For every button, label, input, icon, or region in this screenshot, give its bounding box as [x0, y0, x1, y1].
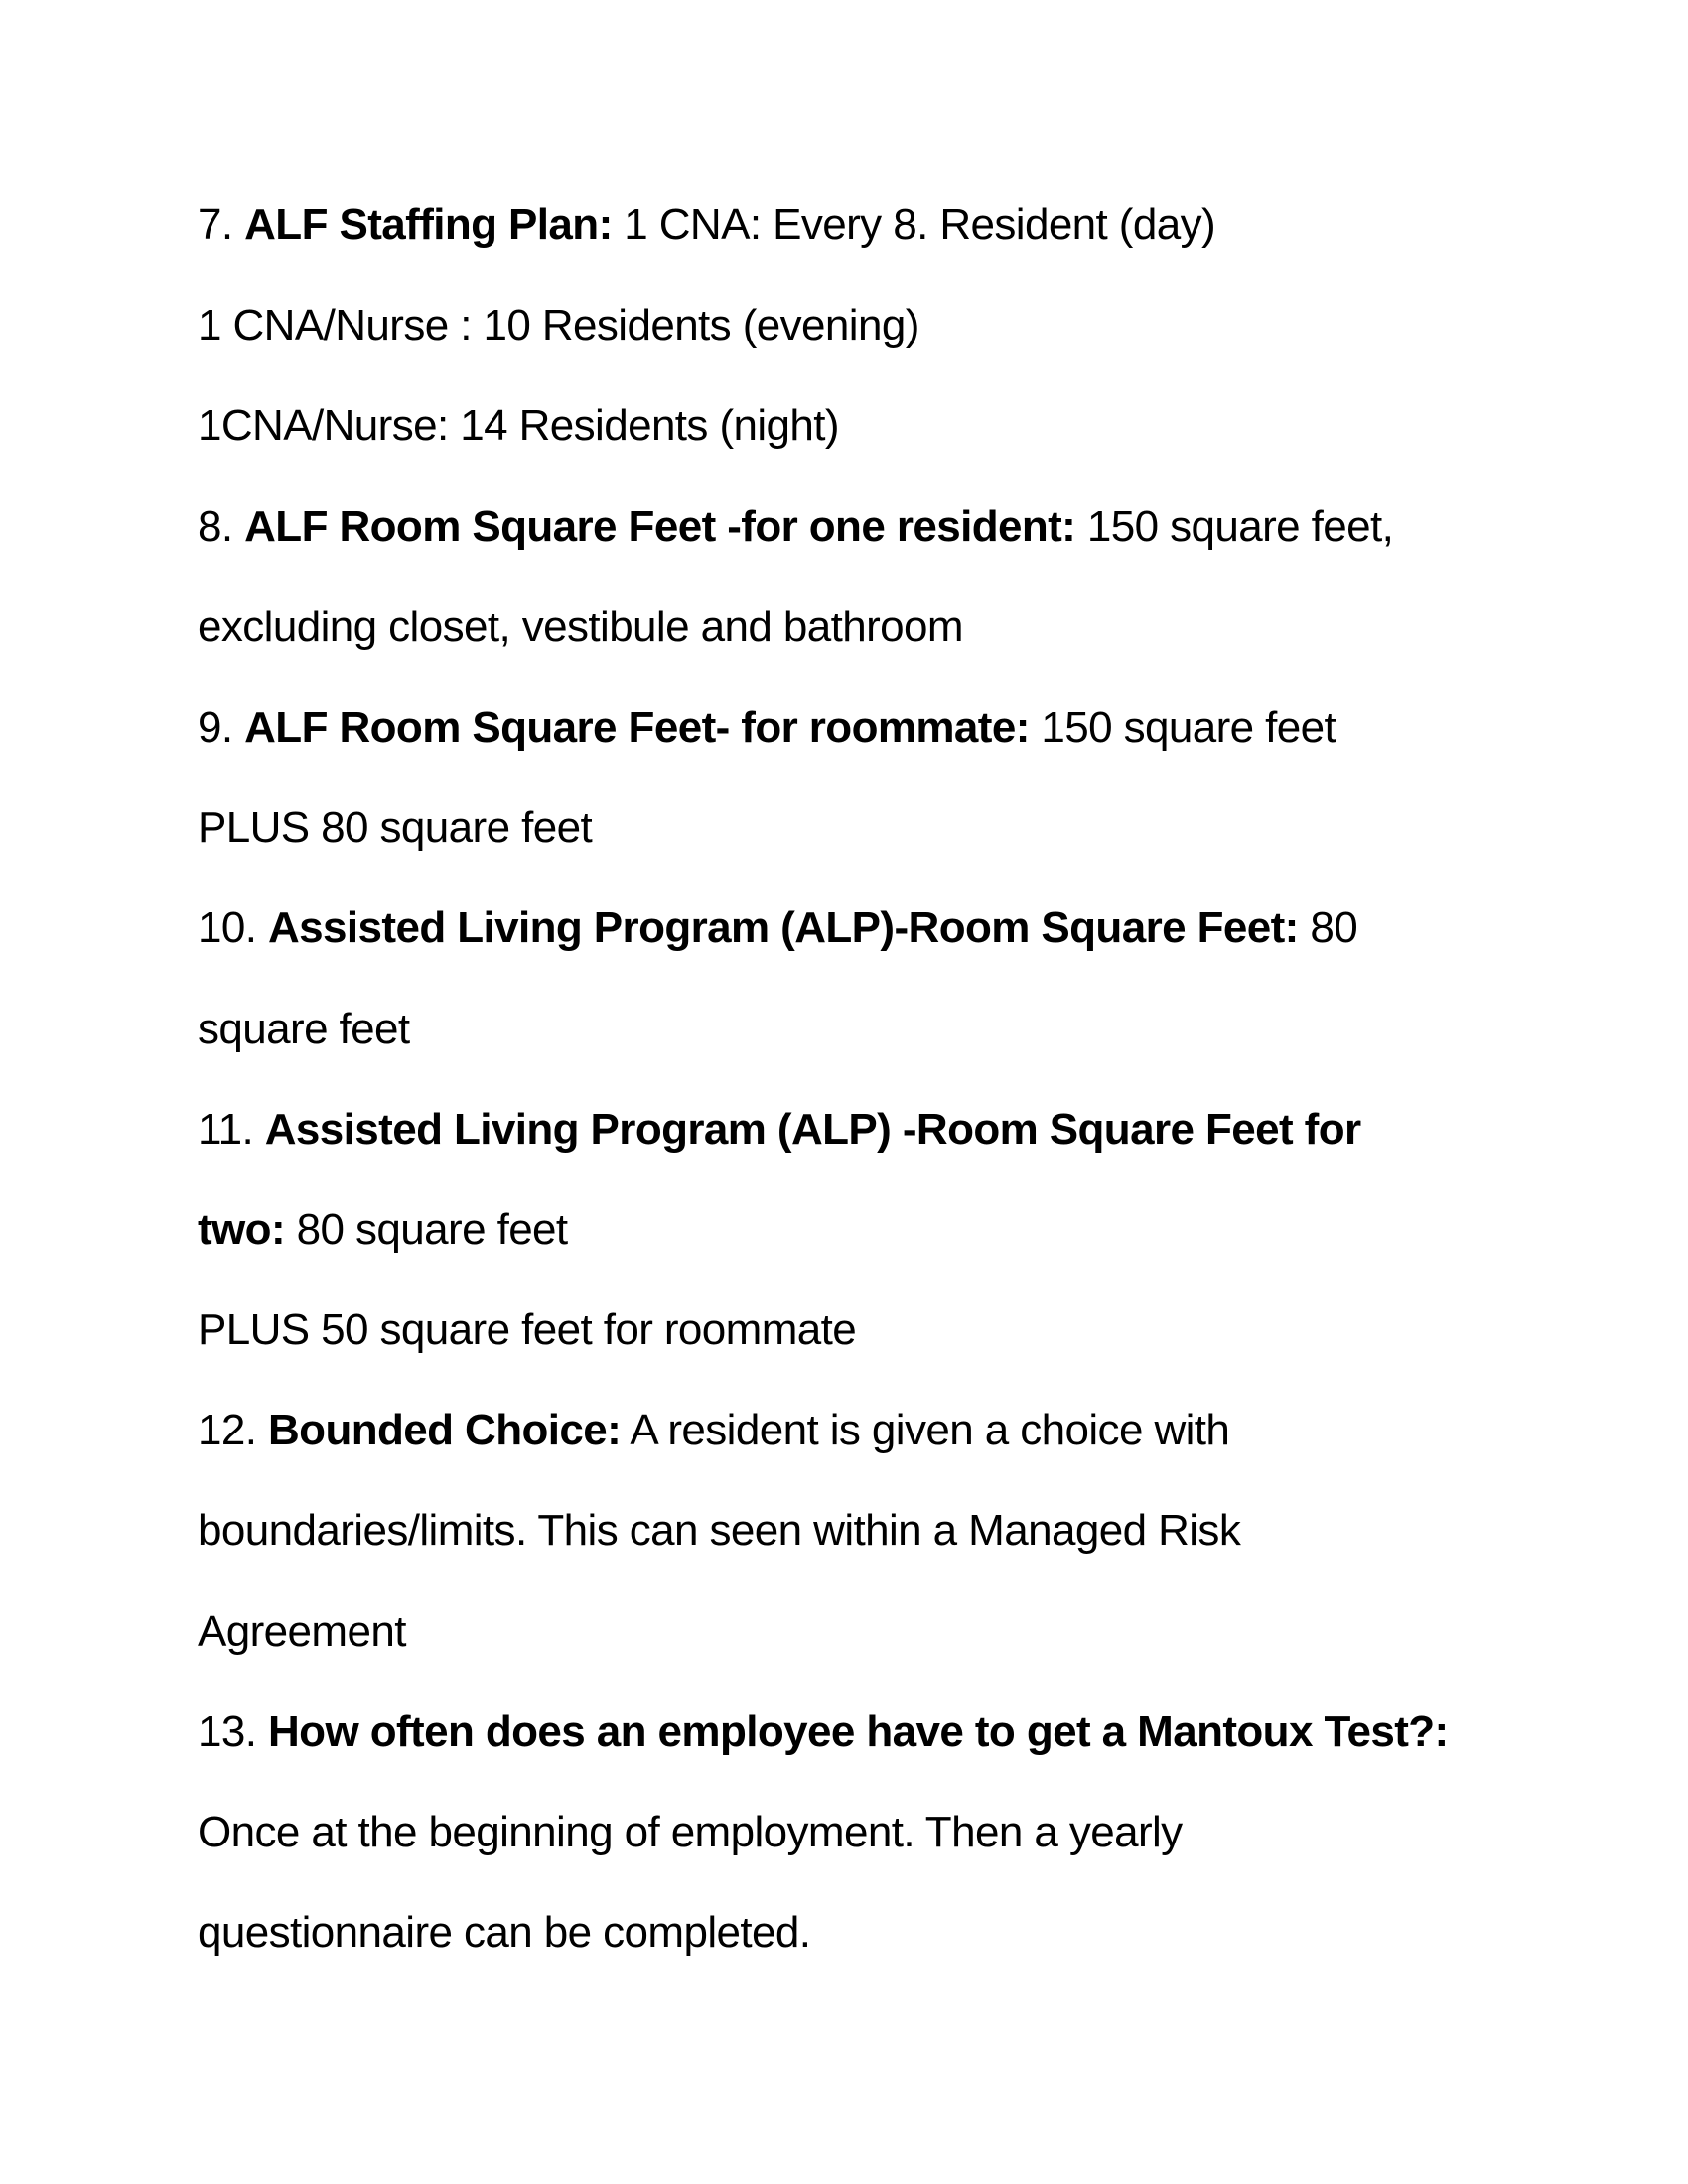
text-line [198, 1280, 1449, 1380]
text-line [198, 777, 1449, 878]
term-heading: Assisted Living Program (ALP)-Room Square Feet: [268, 903, 1299, 953]
body-text: 10. [198, 903, 268, 953]
body-text: 1 CNA/Nurse : 10 Residents (evening) [198, 301, 919, 350]
text-line [198, 878, 1449, 978]
body-text: 150 square feet [1029, 702, 1336, 751]
term-heading: Assisted Living Program (ALP) -Room Square Feet for [264, 1104, 1361, 1154]
text-line [198, 577, 1449, 677]
text-line [198, 677, 1449, 777]
text-line [198, 979, 1449, 1079]
text-line [198, 1480, 1449, 1580]
body-text: boundaries/limits. This can seen within a Managed Risk [198, 1506, 1241, 1556]
text-line [198, 275, 1449, 375]
text-line [198, 1079, 1449, 1179]
body-text: PLUS 50 square feet for roommate [198, 1305, 857, 1355]
list-item [198, 1380, 1449, 1682]
body-text: square feet [198, 1004, 410, 1053]
term-heading: ALF Room Square Feet- for roommate: [244, 702, 1030, 751]
list-item [198, 175, 1449, 477]
text-line [198, 175, 1449, 275]
list-item [198, 1682, 1449, 1983]
text-line [198, 1882, 1449, 1982]
body-text: 12. [198, 1406, 268, 1455]
term-heading: two: [198, 1204, 286, 1254]
body-text: 8. [198, 501, 245, 551]
body-text: 1 CNA: Every 8. Resident (day) [612, 201, 1216, 249]
term-heading: ALF Staffing Plan: [244, 201, 613, 249]
body-text: 7. [198, 201, 245, 249]
text-line [198, 1682, 1449, 1782]
body-text: 9. [198, 702, 245, 751]
body-text: 1CNA/Nurse: 14 Residents (night) [198, 401, 839, 451]
list-item [198, 477, 1449, 677]
list-item [198, 878, 1449, 1078]
list-item [198, 1079, 1449, 1381]
body-text: 80 [1298, 903, 1358, 953]
text-line [198, 1179, 1449, 1280]
body-text: PLUS 80 square feet [198, 803, 593, 853]
body-text: 13. [198, 1706, 268, 1756]
text-line [198, 1380, 1449, 1480]
body-text: Agreement [198, 1606, 406, 1656]
body-text: 150 square feet, [1075, 501, 1394, 551]
body-text: excluding closet, vestibule and bathroom [198, 602, 963, 651]
term-heading: How often does an employee have to get a Mantoux Test?: [268, 1706, 1449, 1756]
term-heading: Bounded Choice: [268, 1406, 622, 1455]
body-text: Once at the beginning of employment. Then a yearly [198, 1808, 1183, 1856]
body-text: 80 square feet [285, 1204, 568, 1254]
body-text: A resident is given a choice with [621, 1406, 1230, 1455]
text-line [198, 1782, 1449, 1882]
list-item [198, 677, 1449, 878]
text-line [198, 375, 1449, 476]
text-line [198, 477, 1449, 577]
body-text: questionnaire can be completed. [198, 1908, 811, 1958]
document-page [198, 175, 1449, 1982]
term-heading: ALF Room Square Feet -for one resident: [244, 501, 1076, 551]
body-text: 11. [198, 1104, 265, 1154]
text-line [198, 1581, 1449, 1682]
